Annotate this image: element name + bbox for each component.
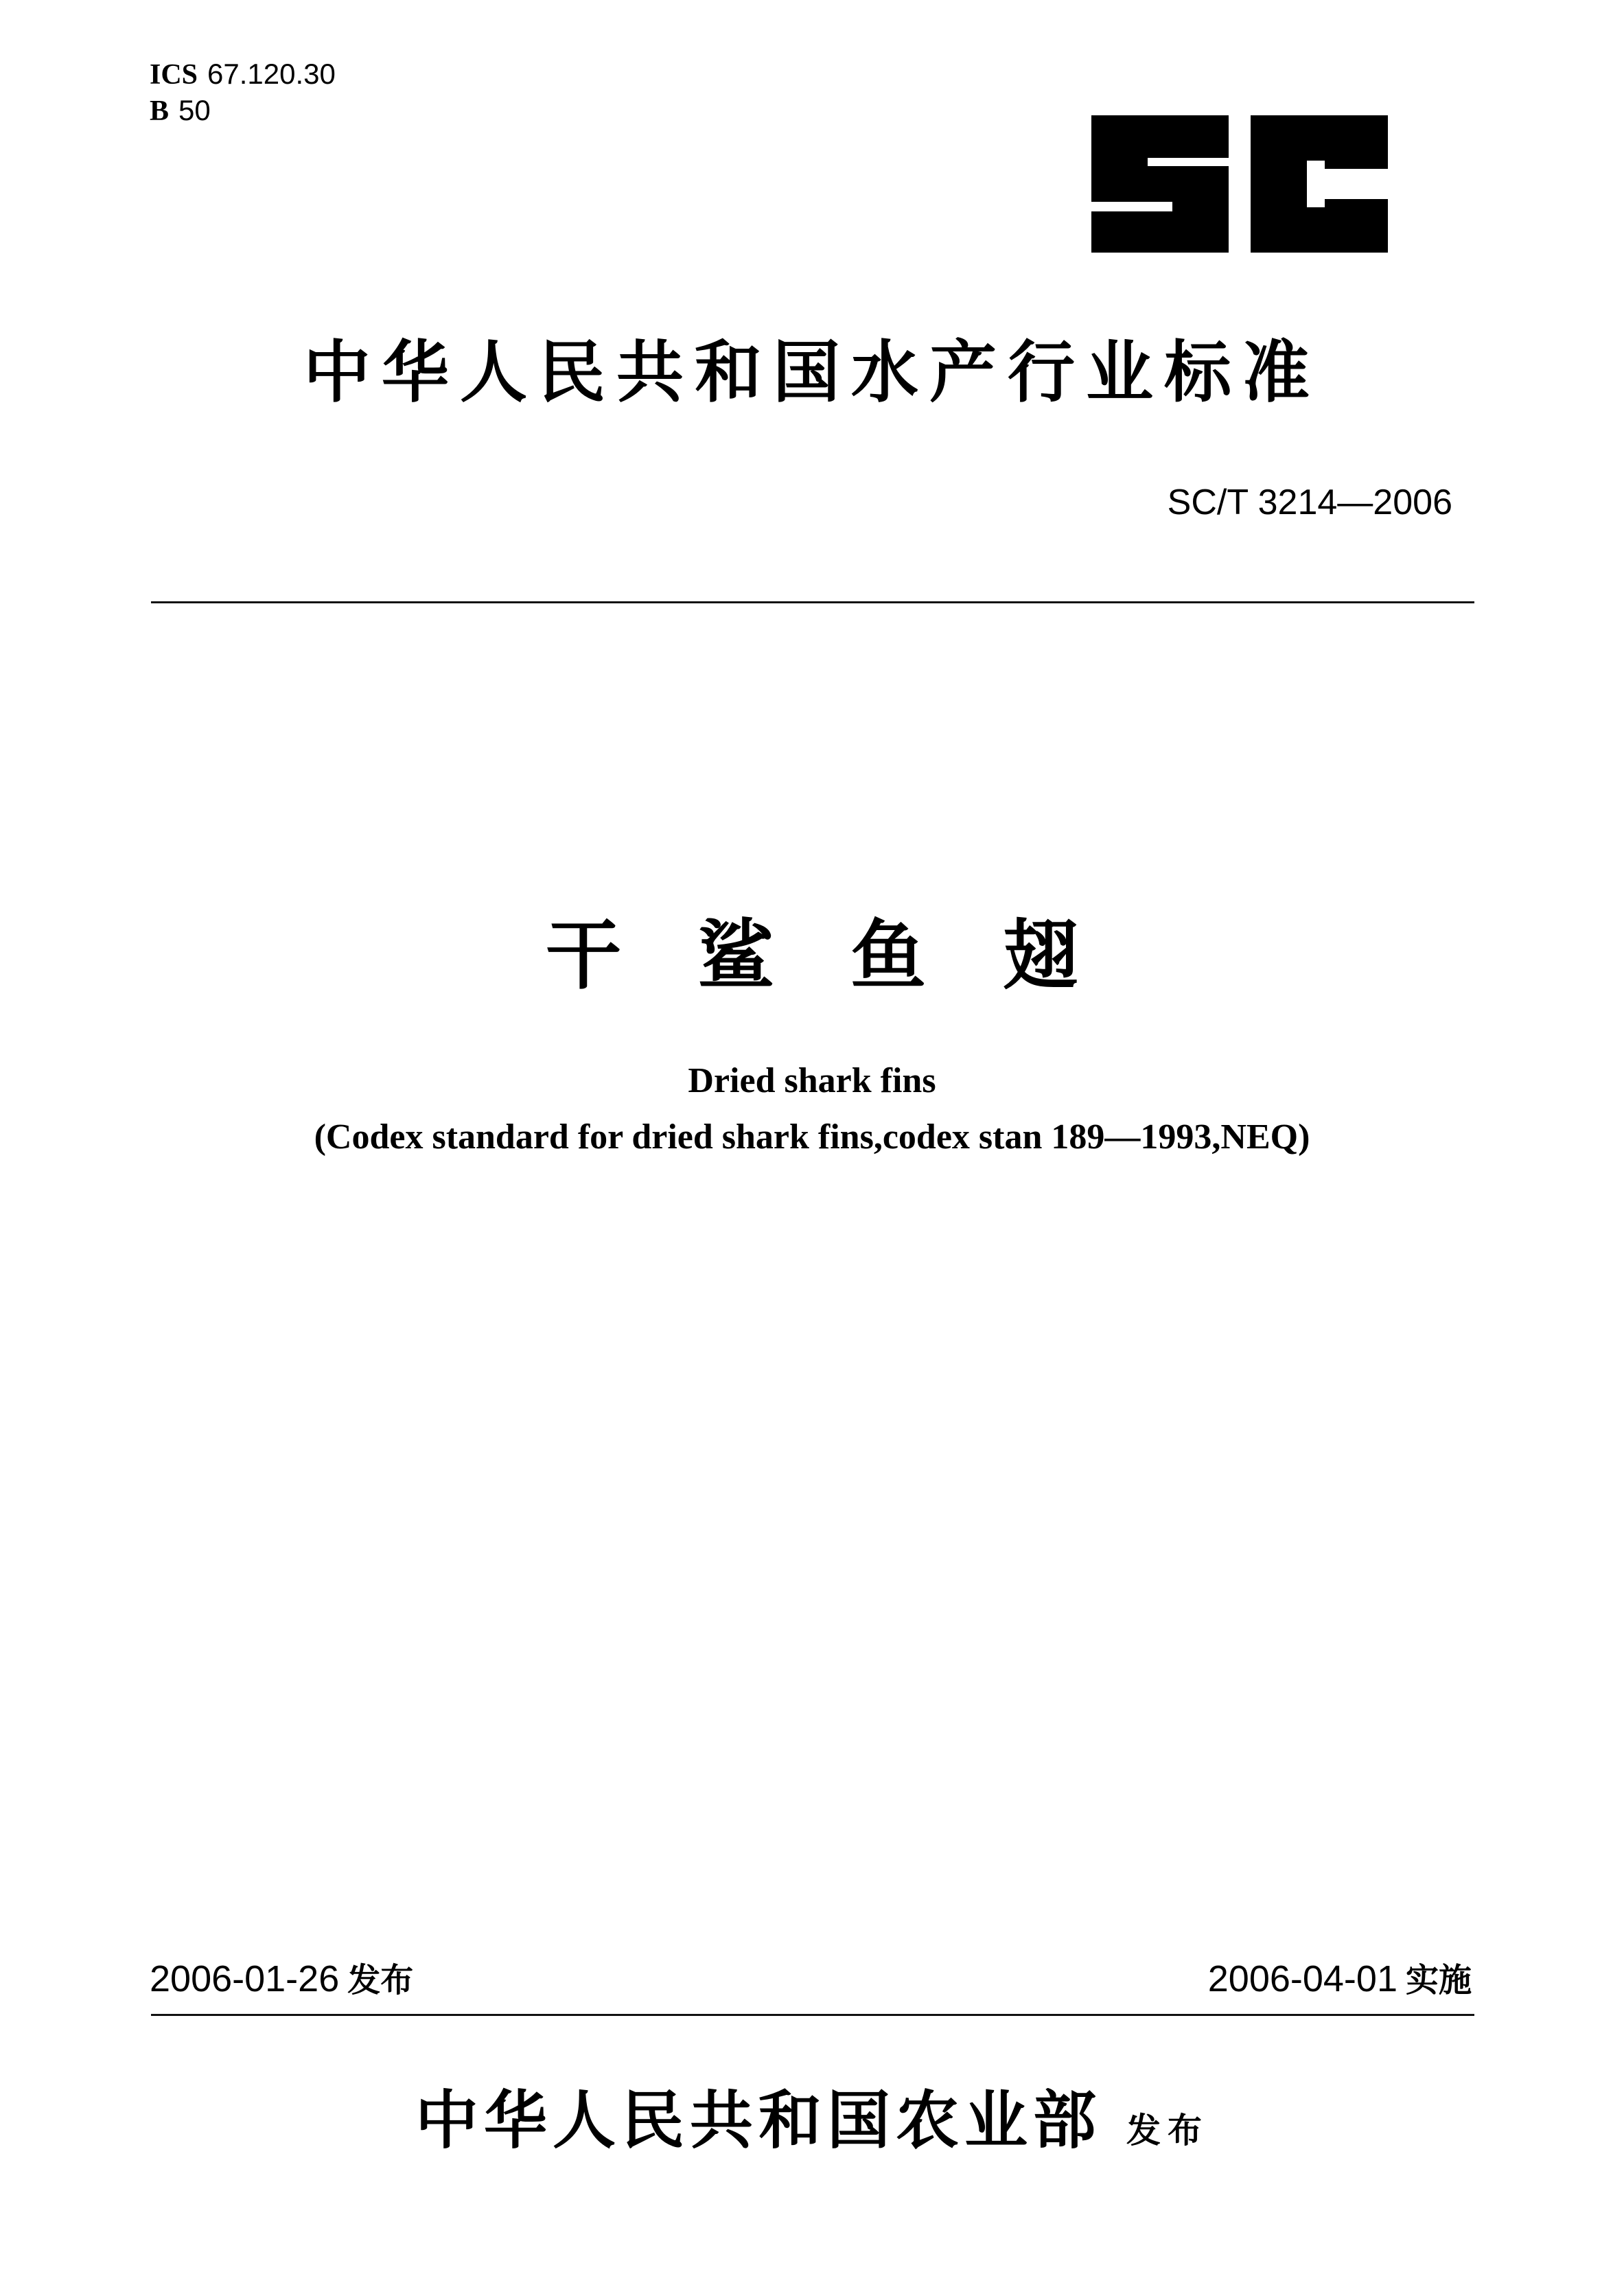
issue-date [150, 1955, 413, 2004]
ccs-value: 50 [178, 94, 211, 126]
implementation-date-value: 2006-04-01 [1207, 1958, 1397, 1999]
implementation-date-label: 实施 [1405, 1961, 1472, 1999]
issuer-name: 中华人民共和国农业部 [415, 2084, 1102, 2157]
issuer [0, 2080, 1624, 2162]
ics-code-line [150, 56, 336, 93]
standard-category-title: 中华人民共和国水产行业标准 [303, 334, 1321, 412]
issue-date-label: 发布 [347, 1961, 414, 1999]
ics-value: 67.120.30 [207, 58, 336, 90]
classification-codes [150, 56, 336, 129]
ccs-code-line [150, 93, 336, 129]
product-title-chinese: 干鲨鱼翅 [546, 912, 1155, 999]
issuer-label: 发布 [1126, 2111, 1209, 2150]
sc-logo [1091, 115, 1388, 253]
issue-date-value: 2006-01-26 [150, 1958, 340, 1999]
header-divider [151, 601, 1474, 603]
standard-number: SC/T 3214—2006 [1167, 483, 1452, 522]
codex-reference: (Codex standard for dried shark fins,codex stan 189—1993,NEQ) [314, 1117, 1310, 1157]
footer-divider [151, 2014, 1474, 2016]
implementation-date [1208, 1955, 1472, 2004]
ics-label: ICS [150, 59, 198, 91]
ccs-label: B [150, 95, 170, 127]
product-title-english: Dried shark fins [688, 1061, 936, 1100]
